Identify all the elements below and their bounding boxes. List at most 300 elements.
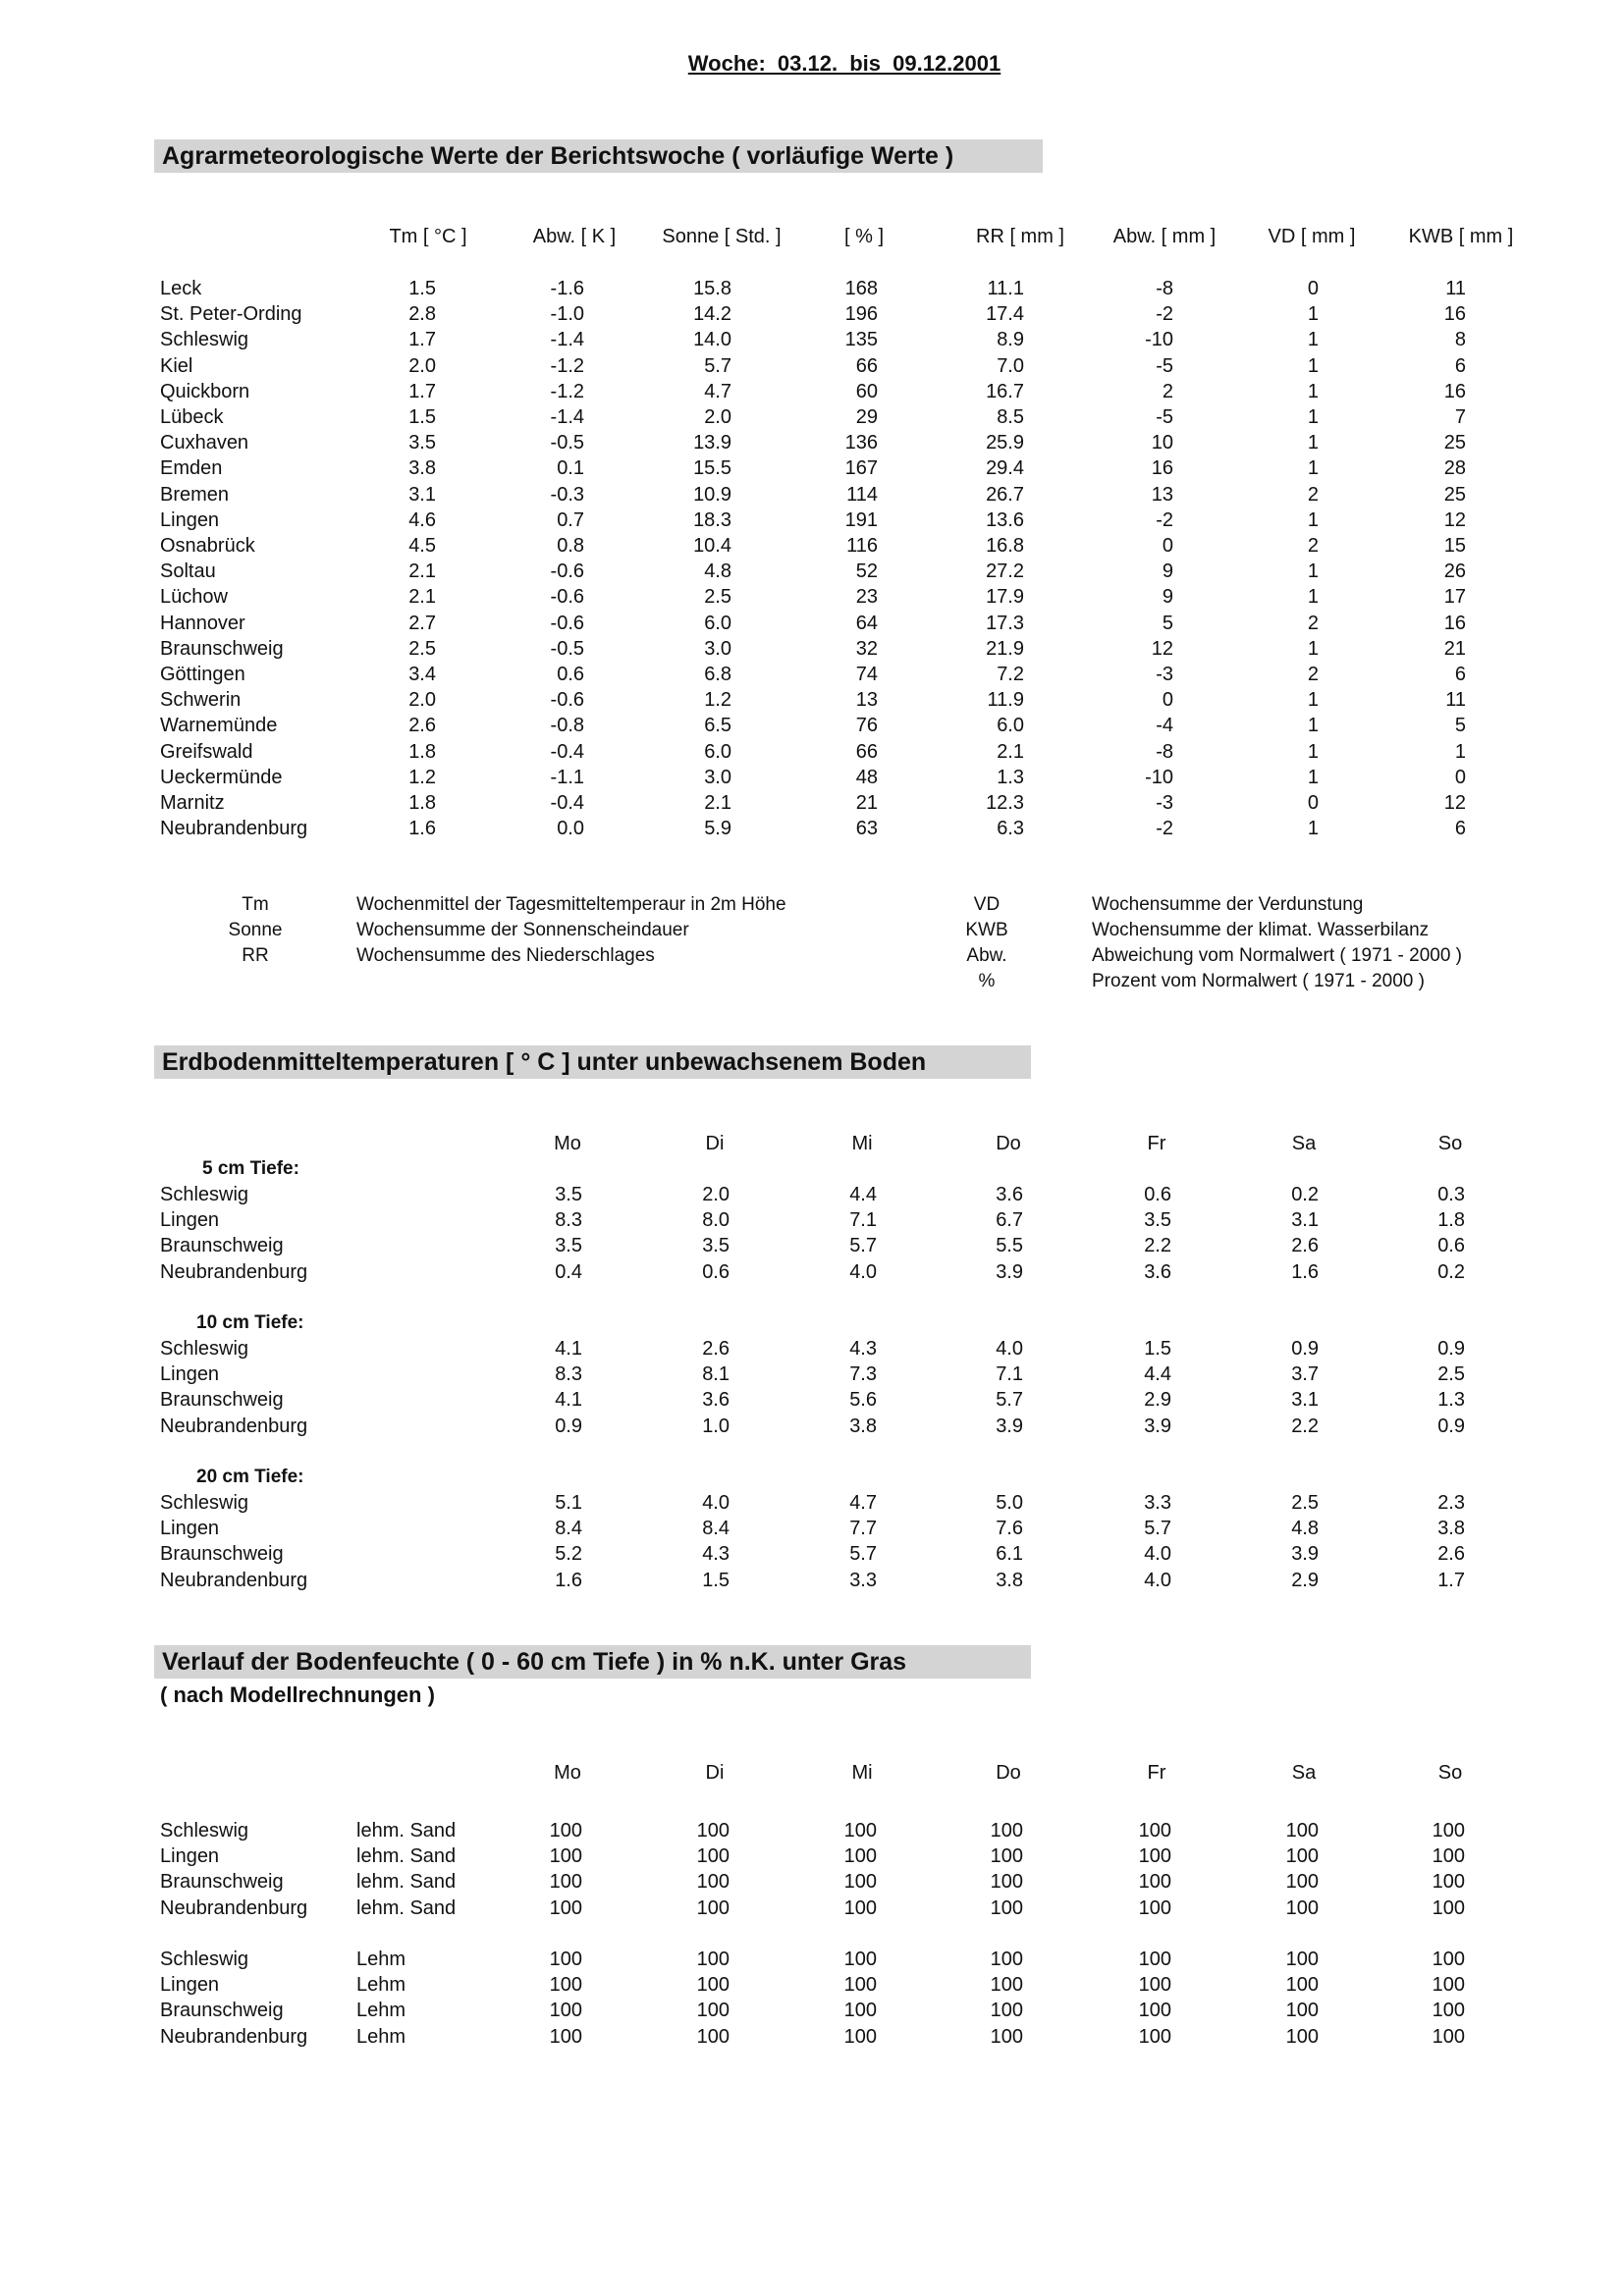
table-cell: 2 (1307, 535, 1319, 557)
table-cell: -0.6 (550, 586, 584, 609)
table-cell: 4.8 (1291, 1518, 1319, 1540)
table-cell: 3.1 (1291, 1389, 1319, 1412)
table-cell: 100 (549, 1974, 582, 1997)
table-cell: 5.7 (849, 1543, 877, 1566)
table-cell: 5.5 (996, 1235, 1023, 1257)
table-cell: 1.5 (408, 406, 436, 428)
station-name: Schleswig (160, 1820, 249, 1842)
week-title: Woche: 03.12. bis 09.12.2001 (687, 51, 1001, 76)
table-cell: 0.8 (557, 535, 584, 557)
station-name: Braunschweig (160, 2000, 284, 2022)
legend-desc: Wochensumme des Niederschlages (356, 945, 655, 966)
table-cell: 25 (1443, 432, 1466, 454)
table-cell: 4.1 (555, 1389, 582, 1412)
table-cell: 100 (1285, 1974, 1319, 1997)
table-cell: 100 (1432, 2000, 1465, 2022)
table-cell: 1 (1307, 766, 1319, 788)
table-row (0, 636, 1623, 662)
table-cell: -0.6 (550, 561, 584, 583)
station-name: Ueckermünde (160, 766, 283, 788)
station-name: Lingen (160, 1518, 220, 1540)
day-header: Mi (851, 1133, 873, 1154)
legend-desc: Wochenmittel der Tagesmitteltemperaur in 2m Höhe (356, 894, 786, 915)
table-cell: 1.5 (408, 278, 436, 299)
table-cell: 1.3 (1437, 1389, 1465, 1412)
table-cell: -2 (1156, 508, 1173, 531)
table-cell: 9 (1162, 561, 1173, 583)
table-cell: 13.6 (986, 508, 1024, 531)
table-cell: 1.6 (555, 1569, 582, 1591)
table-cell: 7.1 (996, 1363, 1023, 1386)
table-cell: 100 (843, 1871, 877, 1894)
day-header: Do (996, 1762, 1021, 1784)
table-cell: 2.5 (408, 637, 436, 660)
table-cell: 26 (1443, 561, 1466, 583)
table-cell: 5.7 (996, 1389, 1023, 1412)
table-cell: 5.6 (849, 1389, 877, 1412)
column-header: RR [ mm ] (976, 226, 1064, 247)
table-cell: 60 (855, 380, 878, 402)
table-cell: 6 (1454, 818, 1466, 840)
table-cell: 0.7 (557, 508, 584, 531)
table-cell: 3.3 (849, 1569, 877, 1591)
soil-type: Lehm (356, 2025, 406, 2048)
table-cell: 1 (1307, 380, 1319, 402)
table-cell: 100 (696, 1896, 730, 1919)
table-cell: 7 (1454, 406, 1466, 428)
table-cell: 27.2 (986, 561, 1024, 583)
table-cell: 2.9 (1144, 1389, 1171, 1412)
table-cell: 6.8 (704, 664, 731, 685)
table-cell: 3.0 (704, 766, 731, 788)
table-cell: 1 (1307, 354, 1319, 377)
table-cell: 1 (1307, 689, 1319, 712)
legend-abbr: RR (242, 945, 269, 966)
table-cell: -0.4 (550, 792, 584, 814)
station-name: Schleswig (160, 1949, 249, 1970)
table-cell: 0.6 (1144, 1184, 1171, 1205)
table-cell: 10.9 (693, 483, 731, 506)
table-cell: 1.7 (1437, 1569, 1465, 1591)
table-cell: -0.4 (550, 740, 584, 763)
station-name: Braunschweig (160, 1235, 284, 1257)
table-cell: 167 (844, 457, 878, 480)
table-cell: 0 (1162, 535, 1173, 557)
table-cell: -5 (1156, 354, 1173, 377)
table-cell: 2 (1307, 612, 1319, 634)
table-cell: 0.3 (1437, 1184, 1465, 1205)
table-cell: 100 (1432, 1974, 1465, 1997)
table-cell: 5.7 (849, 1235, 877, 1257)
table-cell: 100 (1285, 1845, 1319, 1868)
table-cell: 2.5 (1291, 1492, 1319, 1514)
table-cell: -0.5 (550, 637, 584, 660)
table-cell: 4.3 (702, 1543, 730, 1566)
table-cell: 2 (1307, 483, 1319, 506)
table-cell: 4.7 (849, 1492, 877, 1514)
table-cell: 3.5 (702, 1235, 730, 1257)
table-row (0, 507, 1623, 533)
table-cell: 6 (1454, 664, 1466, 685)
table-cell: 52 (855, 561, 878, 583)
table-cell: 3.6 (702, 1389, 730, 1412)
table-cell: 1 (1307, 406, 1319, 428)
table-cell: 100 (1432, 1896, 1465, 1919)
table-cell: 3.9 (1144, 1415, 1171, 1437)
table-cell: 1.2 (408, 766, 436, 788)
day-header: Fr (1147, 1762, 1166, 1784)
table-cell: 1.6 (408, 818, 436, 840)
day-header: Mo (554, 1762, 581, 1784)
table-cell: 4.7 (704, 380, 731, 402)
table-cell: 100 (1138, 1871, 1171, 1894)
table-cell: 4.3 (849, 1338, 877, 1360)
table-cell: 16 (1151, 457, 1173, 480)
table-row (0, 1541, 1623, 1567)
soil-type: lehm. Sand (356, 1896, 457, 1919)
table-cell: 7.0 (997, 354, 1024, 377)
table-row (0, 611, 1623, 636)
table-cell: 0.2 (1291, 1184, 1319, 1205)
legend-abbr: VD (973, 894, 1001, 915)
table-cell: 100 (696, 2025, 730, 2048)
table-cell: 29 (855, 406, 878, 428)
table-cell: 13 (855, 689, 878, 712)
table-cell: 1 (1307, 508, 1319, 531)
table-cell: 2.2 (1291, 1415, 1319, 1437)
table-cell: 2.0 (704, 406, 731, 428)
table-cell: 32 (855, 637, 878, 660)
table-cell: 4.5 (408, 535, 436, 557)
table-cell: 100 (549, 1820, 582, 1842)
station-name: Neubrandenburg (160, 1260, 308, 1283)
table-row (0, 1568, 1623, 1593)
table-cell: 9 (1162, 586, 1173, 609)
depth-label: 20 cm Tiefe: (196, 1467, 304, 1487)
table-header-row (0, 224, 1623, 249)
table-cell: 3.7 (1291, 1363, 1319, 1386)
table-cell: 8.4 (555, 1518, 582, 1540)
table-cell: 4.6 (408, 508, 436, 531)
table-cell: 168 (844, 278, 878, 299)
table-cell: 14.2 (693, 303, 731, 326)
table-cell: 2.2 (1144, 1235, 1171, 1257)
table-cell: 15.5 (693, 457, 731, 480)
table-cell: 8 (1454, 329, 1466, 351)
table-cell: 2.8 (408, 303, 436, 326)
station-name: Neubrandenburg (160, 1896, 308, 1919)
table-row (0, 687, 1623, 713)
table-cell: 100 (549, 2000, 582, 2022)
table-row (0, 276, 1623, 301)
section-subtitle-model: ( nach Modellrechnungen ) (160, 1682, 435, 1707)
table-cell: 100 (1432, 2025, 1465, 2048)
table-row (0, 1259, 1623, 1285)
table-cell: -1.2 (550, 354, 584, 377)
table-cell: 16 (1443, 303, 1466, 326)
table-cell: 100 (990, 1896, 1023, 1919)
table-cell: 100 (1138, 1820, 1171, 1842)
station-name: Warnemünde (160, 715, 278, 737)
table-cell: 4.0 (849, 1260, 877, 1283)
table-cell: 0.0 (557, 818, 584, 840)
table-cell: -1.6 (550, 278, 584, 299)
table-cell: 28 (1443, 457, 1466, 480)
soil-type: lehm. Sand (356, 1845, 457, 1868)
table-cell: 0 (1454, 766, 1466, 788)
table-cell: 3.4 (408, 664, 436, 685)
table-cell: 6.1 (996, 1543, 1023, 1566)
table-cell: -5 (1156, 406, 1173, 428)
table-cell: 16.7 (986, 380, 1024, 402)
table-cell: 2.1 (704, 792, 731, 814)
table-cell: 2.1 (408, 561, 436, 583)
table-cell: 0 (1162, 689, 1173, 712)
section-title-soil-temperature: Erdbodenmitteltemperaturen [ ° C ] unter unbewachsenem Boden (154, 1045, 1031, 1079)
table-cell: 100 (1285, 1820, 1319, 1842)
table-cell: 100 (1285, 1896, 1319, 1919)
table-cell: 0.2 (1437, 1260, 1465, 1283)
station-name: Lingen (160, 508, 220, 531)
table-cell: -1.4 (550, 406, 584, 428)
table-cell: 100 (549, 1949, 582, 1970)
station-name: Kiel (160, 354, 193, 377)
table-cell: 116 (846, 535, 878, 557)
table-row (0, 1362, 1623, 1387)
table-cell: 100 (990, 1820, 1023, 1842)
table-cell: 100 (1138, 1974, 1171, 1997)
table-row (0, 713, 1623, 738)
day-header: Di (705, 1762, 725, 1784)
table-cell: 11 (1445, 689, 1466, 712)
table-cell: 1.6 (1291, 1260, 1319, 1283)
station-name: Neubrandenburg (160, 1415, 308, 1437)
table-cell: 11 (1445, 278, 1466, 299)
table-cell: 100 (1285, 2025, 1319, 2048)
table-cell: 17.4 (986, 303, 1024, 326)
table-cell: 1 (1454, 740, 1466, 763)
table-cell: 2.6 (408, 715, 436, 737)
table-row (0, 1233, 1623, 1258)
table-cell: 66 (855, 740, 878, 763)
table-header-row (0, 1760, 1623, 1786)
table-cell: 3.0 (704, 637, 731, 660)
depth-label: 10 cm Tiefe: (196, 1312, 304, 1333)
legend-abbr: KWB (965, 920, 1008, 940)
table-cell: -10 (1145, 329, 1173, 351)
table-cell: -8 (1156, 740, 1173, 763)
table-cell: 3.5 (408, 432, 436, 454)
table-cell: 3.8 (408, 457, 436, 480)
table-cell: 100 (843, 1949, 877, 1970)
table-cell: 100 (990, 2000, 1023, 2022)
table-cell: 0.9 (1437, 1338, 1465, 1360)
table-cell: 4.0 (1144, 1569, 1171, 1591)
table-cell: 5.0 (996, 1492, 1023, 1514)
table-header-row (0, 1131, 1623, 1156)
table-cell: 8.0 (702, 1209, 730, 1232)
table-cell: 100 (843, 1845, 877, 1868)
day-header: Fr (1147, 1133, 1166, 1154)
table-cell: 1 (1307, 329, 1319, 351)
table-cell: 25 (1443, 483, 1466, 506)
table-cell: -3 (1156, 664, 1173, 685)
table-row (0, 584, 1623, 610)
table-cell: 8.4 (702, 1518, 730, 1540)
soil-type: Lehm (356, 2000, 406, 2022)
station-name: Schleswig (160, 1184, 249, 1205)
station-name: Lingen (160, 1209, 220, 1232)
table-cell: 3.9 (1291, 1543, 1319, 1566)
table-cell: -0.8 (550, 715, 584, 737)
table-cell: 4.0 (702, 1492, 730, 1514)
table-cell: 2.6 (1437, 1543, 1465, 1566)
day-header: So (1437, 1133, 1463, 1154)
table-cell: 1.0 (702, 1415, 730, 1437)
table-cell: 21.9 (986, 637, 1024, 660)
table-cell: 3.5 (555, 1235, 582, 1257)
table-cell: 100 (843, 1820, 877, 1842)
station-name: Lingen (160, 1845, 220, 1868)
soil-type: lehm. Sand (356, 1820, 457, 1842)
table-cell: 100 (1432, 1845, 1465, 1868)
day-header: Mo (554, 1133, 581, 1154)
table-row (0, 327, 1623, 352)
section-title-agrarmeteorology: Agrarmeteorologische Werte der Berichtswoche ( vorläufige Werte ) (154, 139, 1043, 173)
legend-desc: Wochensumme der klimat. Wasserbilanz (1092, 920, 1430, 940)
table-cell: 100 (549, 1896, 582, 1919)
table-cell: 100 (696, 2000, 730, 2022)
column-header: KWB [ mm ] (1408, 226, 1514, 247)
table-cell: -0.6 (550, 689, 584, 712)
table-row (0, 1516, 1623, 1541)
table-row (0, 379, 1623, 404)
table-cell: 2.7 (408, 612, 436, 634)
table-cell: 17.9 (986, 586, 1024, 609)
table-cell: -2 (1156, 303, 1173, 326)
table-row (0, 455, 1623, 481)
station-name: Marnitz (160, 792, 225, 814)
table-cell: 2.9 (1291, 1569, 1319, 1591)
table-cell: 191 (844, 508, 878, 531)
table-cell: 64 (855, 612, 878, 634)
table-row (0, 1869, 1623, 1895)
table-cell: 6.0 (704, 740, 731, 763)
table-cell: 8.3 (555, 1209, 582, 1232)
station-name: Braunschweig (160, 1871, 284, 1894)
table-cell: 1.2 (704, 689, 731, 712)
station-name: St. Peter-Ording (160, 303, 302, 326)
day-header: Mi (851, 1762, 873, 1784)
table-cell: 2 (1307, 664, 1319, 685)
table-cell: 114 (846, 483, 878, 506)
station-name: Soltau (160, 561, 216, 583)
table-cell: -1.1 (550, 766, 584, 788)
table-cell: 2.6 (702, 1338, 730, 1360)
day-header: Do (996, 1133, 1021, 1154)
table-cell: 1.8 (408, 740, 436, 763)
table-cell: 7.2 (997, 664, 1024, 685)
table-cell: 66 (855, 354, 878, 377)
table-cell: 1.5 (702, 1569, 730, 1591)
table-cell: 15 (1443, 535, 1466, 557)
station-name: Hannover (160, 612, 245, 634)
table-cell: 0.4 (555, 1260, 582, 1283)
table-cell: 5.1 (555, 1492, 582, 1514)
table-cell: 0.9 (555, 1415, 582, 1437)
table-cell: 16 (1443, 380, 1466, 402)
table-cell: 100 (549, 1871, 582, 1894)
table-cell: 100 (549, 1845, 582, 1868)
table-cell: 1.7 (408, 380, 436, 402)
station-name: Braunschweig (160, 1389, 284, 1412)
table-cell: 0.9 (1291, 1338, 1319, 1360)
table-cell: 16 (1443, 612, 1466, 634)
table-cell: 3.1 (1291, 1209, 1319, 1232)
table-cell: 11.1 (987, 278, 1024, 299)
table-cell: -2 (1156, 818, 1173, 840)
station-name: Lingen (160, 1974, 220, 1997)
table-cell: 100 (696, 1845, 730, 1868)
table-cell: 100 (1285, 1949, 1319, 1970)
day-header: Di (705, 1133, 725, 1154)
table-cell: 0.9 (1437, 1415, 1465, 1437)
table-cell: 100 (549, 2025, 582, 2048)
column-header: Tm [ °C ] (389, 226, 467, 247)
table-cell: 13 (1151, 483, 1173, 506)
table-cell: 100 (1138, 2025, 1171, 2048)
table-cell: 18.3 (693, 508, 731, 531)
soil-type: lehm. Sand (356, 1871, 457, 1894)
table-row (0, 1182, 1623, 1207)
table-cell: 5.9 (704, 818, 731, 840)
table-cell: 5 (1162, 612, 1173, 634)
table-cell: -8 (1156, 278, 1173, 299)
table-cell: 100 (1285, 1871, 1319, 1894)
table-cell: 13.9 (693, 432, 731, 454)
table-cell: 48 (855, 766, 878, 788)
table-cell: 26.7 (986, 483, 1024, 506)
table-cell: 74 (855, 664, 878, 685)
table-cell: 2.6 (1291, 1235, 1319, 1257)
table-cell: 12 (1443, 508, 1466, 531)
table-cell: 3.6 (996, 1184, 1023, 1205)
table-row (0, 816, 1623, 841)
table-row (0, 790, 1623, 816)
soil-type: Lehm (356, 1949, 406, 1970)
table-cell: 25.9 (986, 432, 1024, 454)
table-cell: 6.0 (704, 612, 731, 634)
table-cell: 3.5 (1144, 1209, 1171, 1232)
station-name: Göttingen (160, 664, 245, 685)
table-row (0, 662, 1623, 687)
station-name: Osnabrück (160, 535, 255, 557)
table-cell: 100 (1432, 1871, 1465, 1894)
station-name: Greifswald (160, 740, 253, 763)
table-cell: 1.5 (1144, 1338, 1171, 1360)
table-cell: 12 (1151, 637, 1173, 660)
table-row (0, 1818, 1623, 1843)
table-row (0, 1387, 1623, 1413)
table-cell: 6.3 (997, 818, 1024, 840)
table-cell: 100 (1138, 1845, 1171, 1868)
table-row (0, 1490, 1623, 1516)
column-header: Abw. [ mm ] (1112, 226, 1217, 247)
table-cell: 1 (1307, 432, 1319, 454)
table-cell: -0.6 (550, 612, 584, 634)
table-row (0, 765, 1623, 790)
station-name: Neubrandenburg (160, 2025, 308, 2048)
